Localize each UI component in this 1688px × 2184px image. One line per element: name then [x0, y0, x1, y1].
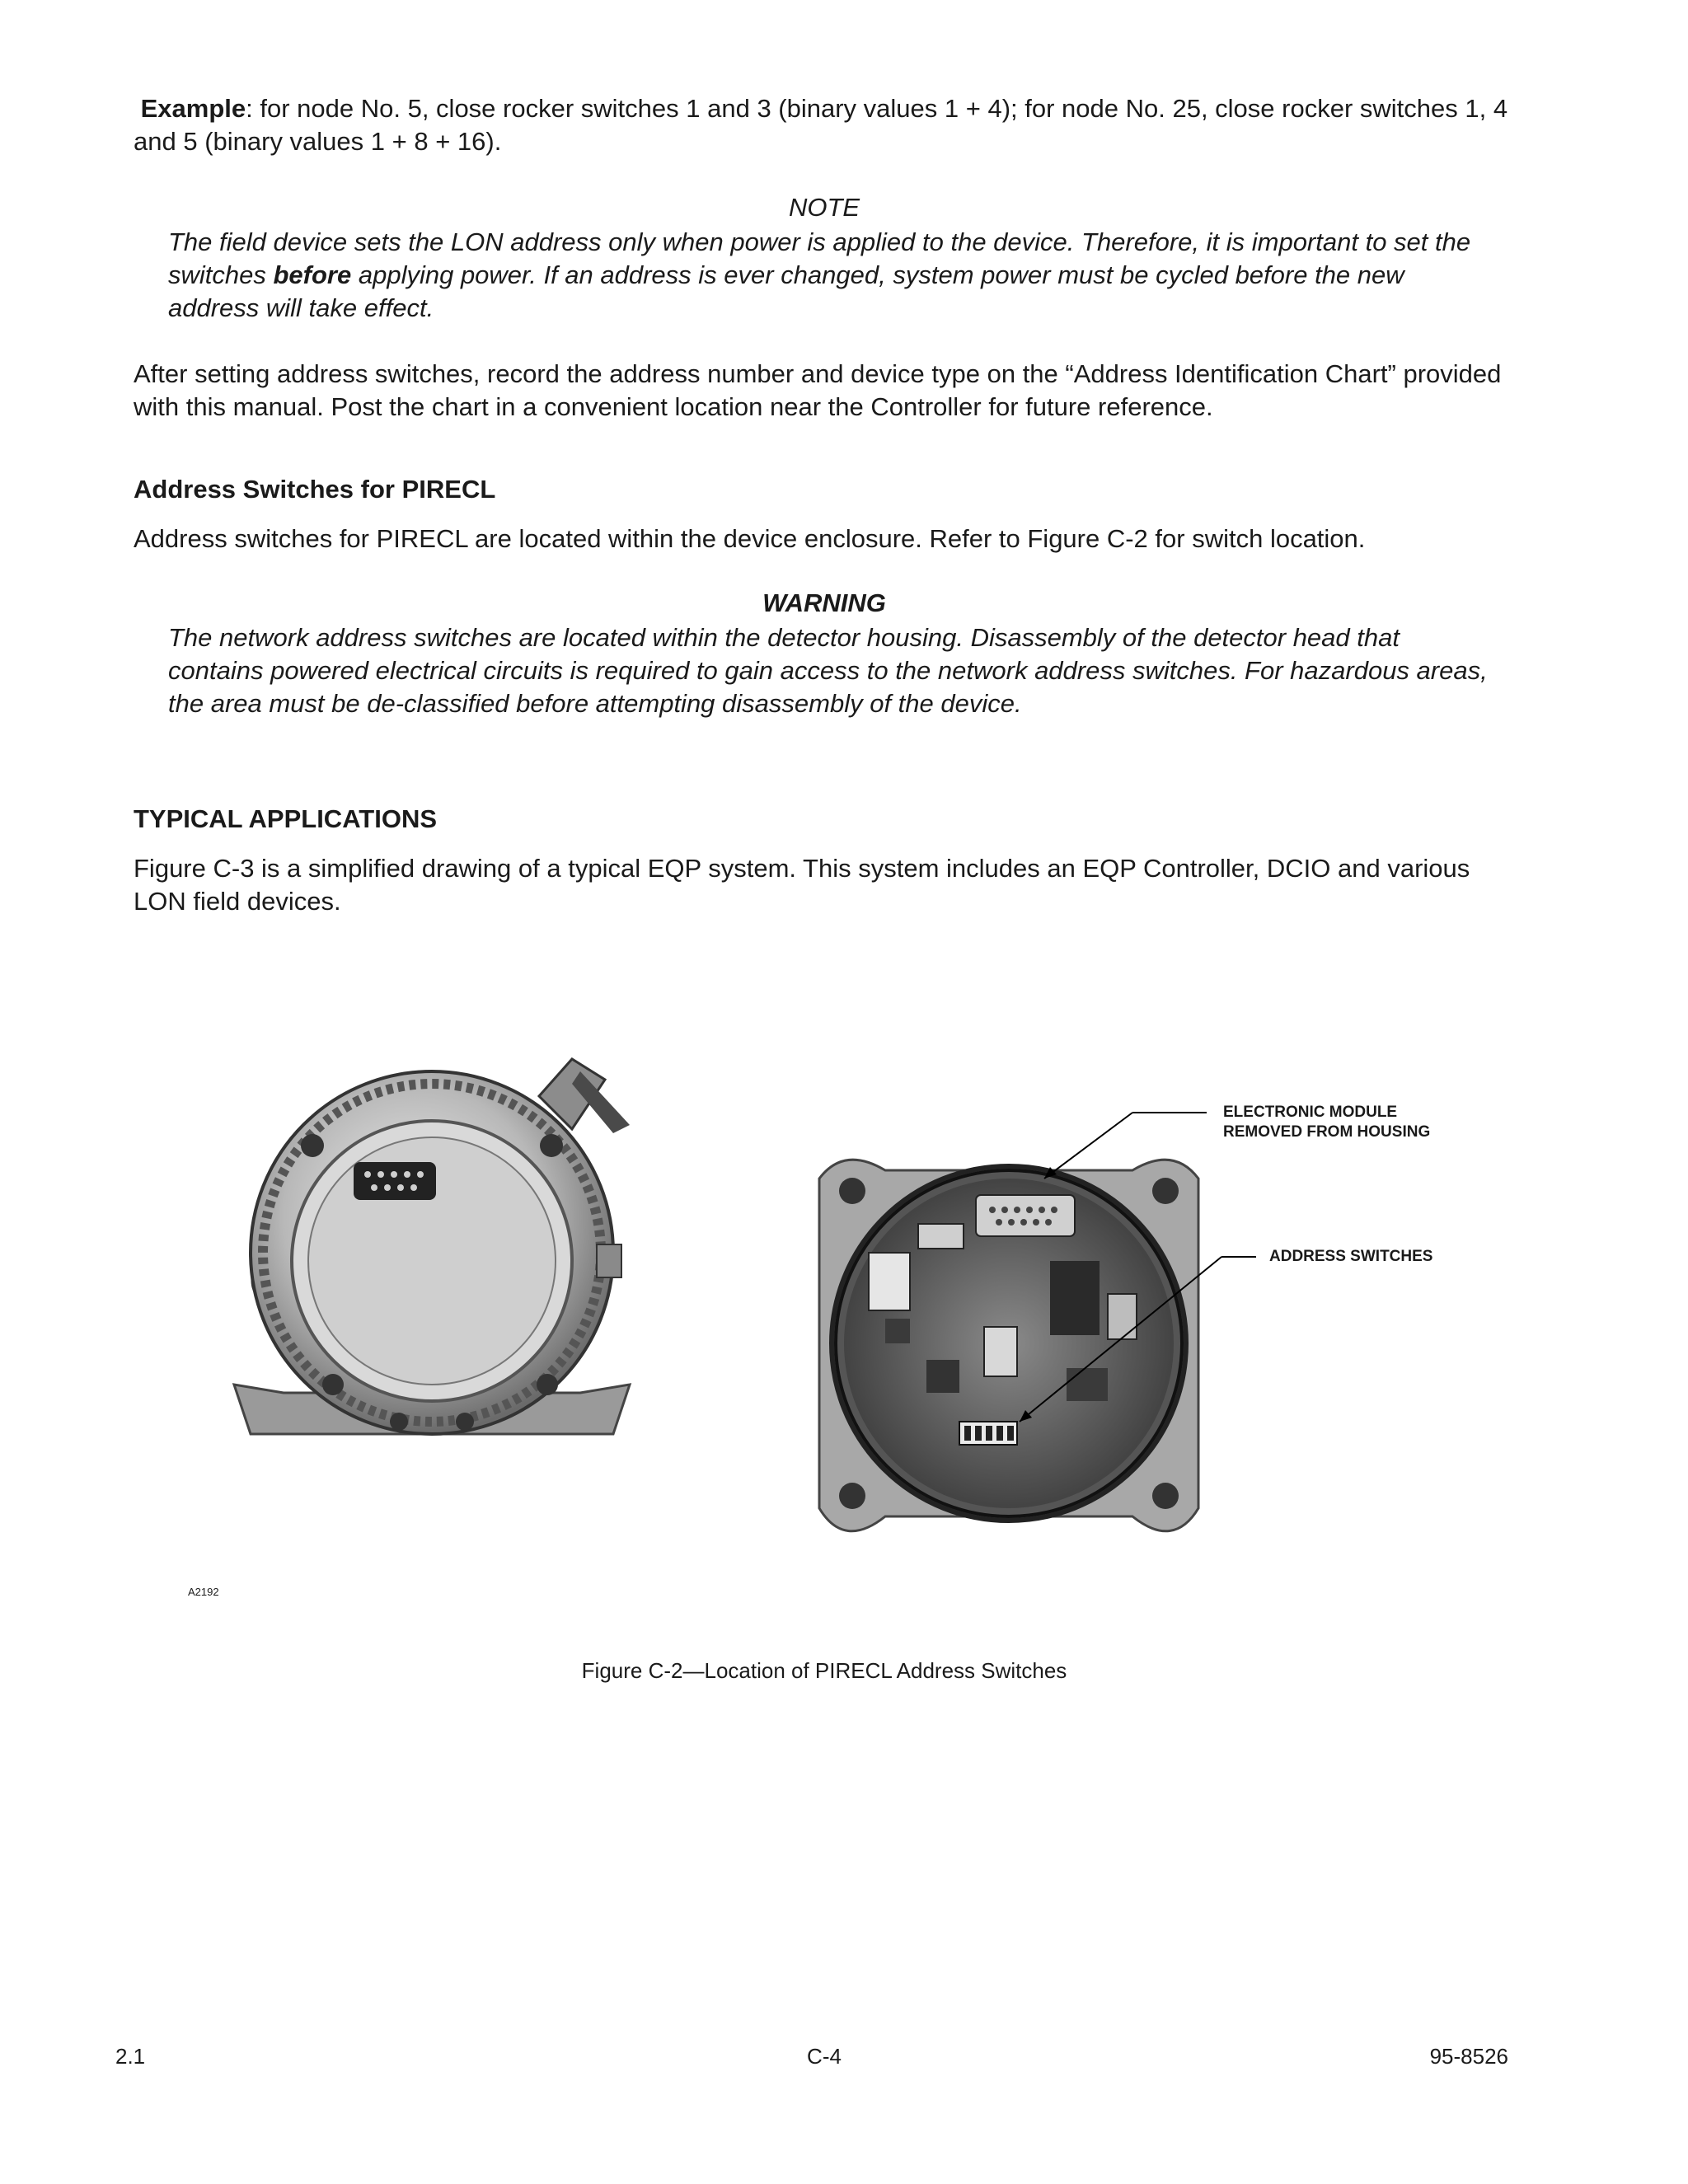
note-text-part1: The field device sets the LON address only when power is applied to the device. Therefore, it is important to set the switches [168, 227, 1471, 289]
after-setting-paragraph: After setting address switches, record the address number and device type on the “Address Identification Chart” provided with this manual. Post the chart in a convenient location near the Controller for future reference. [134, 359, 1502, 421]
electronic-module [819, 1160, 1198, 1531]
footer-page-number: C-4 [807, 2044, 842, 2069]
footer-version: 2.1 [115, 2044, 146, 2069]
callout-module-line2: REMOVED FROM HOUSING [1223, 1123, 1431, 1141]
address-switches-heading: Address Switches for PIRECL [134, 475, 496, 504]
address-switches-paragraph: Address switches for PIRECL are located within the device enclosure. Refer to Figure C-2 for switch location. [134, 524, 1366, 553]
art-id: A2192 [188, 1586, 219, 1598]
figure-caption: Figure C-2—Location of PIRECL Address Switches [581, 1658, 1067, 1683]
pirecl-figure [185, 1047, 1470, 1640]
footer-document-number: 95-8526 [1429, 2044, 1508, 2069]
note-bold-word: before [273, 260, 352, 289]
example-paragraph [134, 92, 1518, 158]
callout-address-switches: ADDRESS SWITCHES [1269, 1248, 1433, 1265]
warning-title: WARNING [762, 588, 886, 617]
warning-text: The network address switches are located within the detector housing. Disassembly of the detector head that contains powered electrical circuits is required to gain access to the network address switches. For hazardous areas, the area must be de-classified before attempting disassembly of the device. [168, 623, 1488, 718]
callout-electronic-module [1223, 1103, 1430, 1142]
callout-module-line1: ELECTRONIC MODULE [1223, 1104, 1398, 1121]
typical-applications-paragraph: Figure C-3 is a simplified drawing of a typical EQP system. This system includes an EQP Controller, DCIO and various LON field devices. [134, 854, 1470, 916]
typical-applications-heading: TYPICAL APPLICATIONS [134, 804, 438, 833]
note-text-part2: applying power. If an address is ever changed, system power must be cycled before the new address will take effect. [168, 260, 1404, 322]
example-text: : for node No. 5, close rocker switches 1 and 3 (binary values 1 + 4); for node No. 25, close rocker switches 1, 4 and 5 (binary values 1 + 8 + 16). [134, 94, 1508, 156]
example-label: Example [140, 94, 246, 123]
detector-housing [234, 1059, 630, 1434]
note-title: NOTE [788, 193, 860, 222]
note-text [168, 226, 1497, 325]
